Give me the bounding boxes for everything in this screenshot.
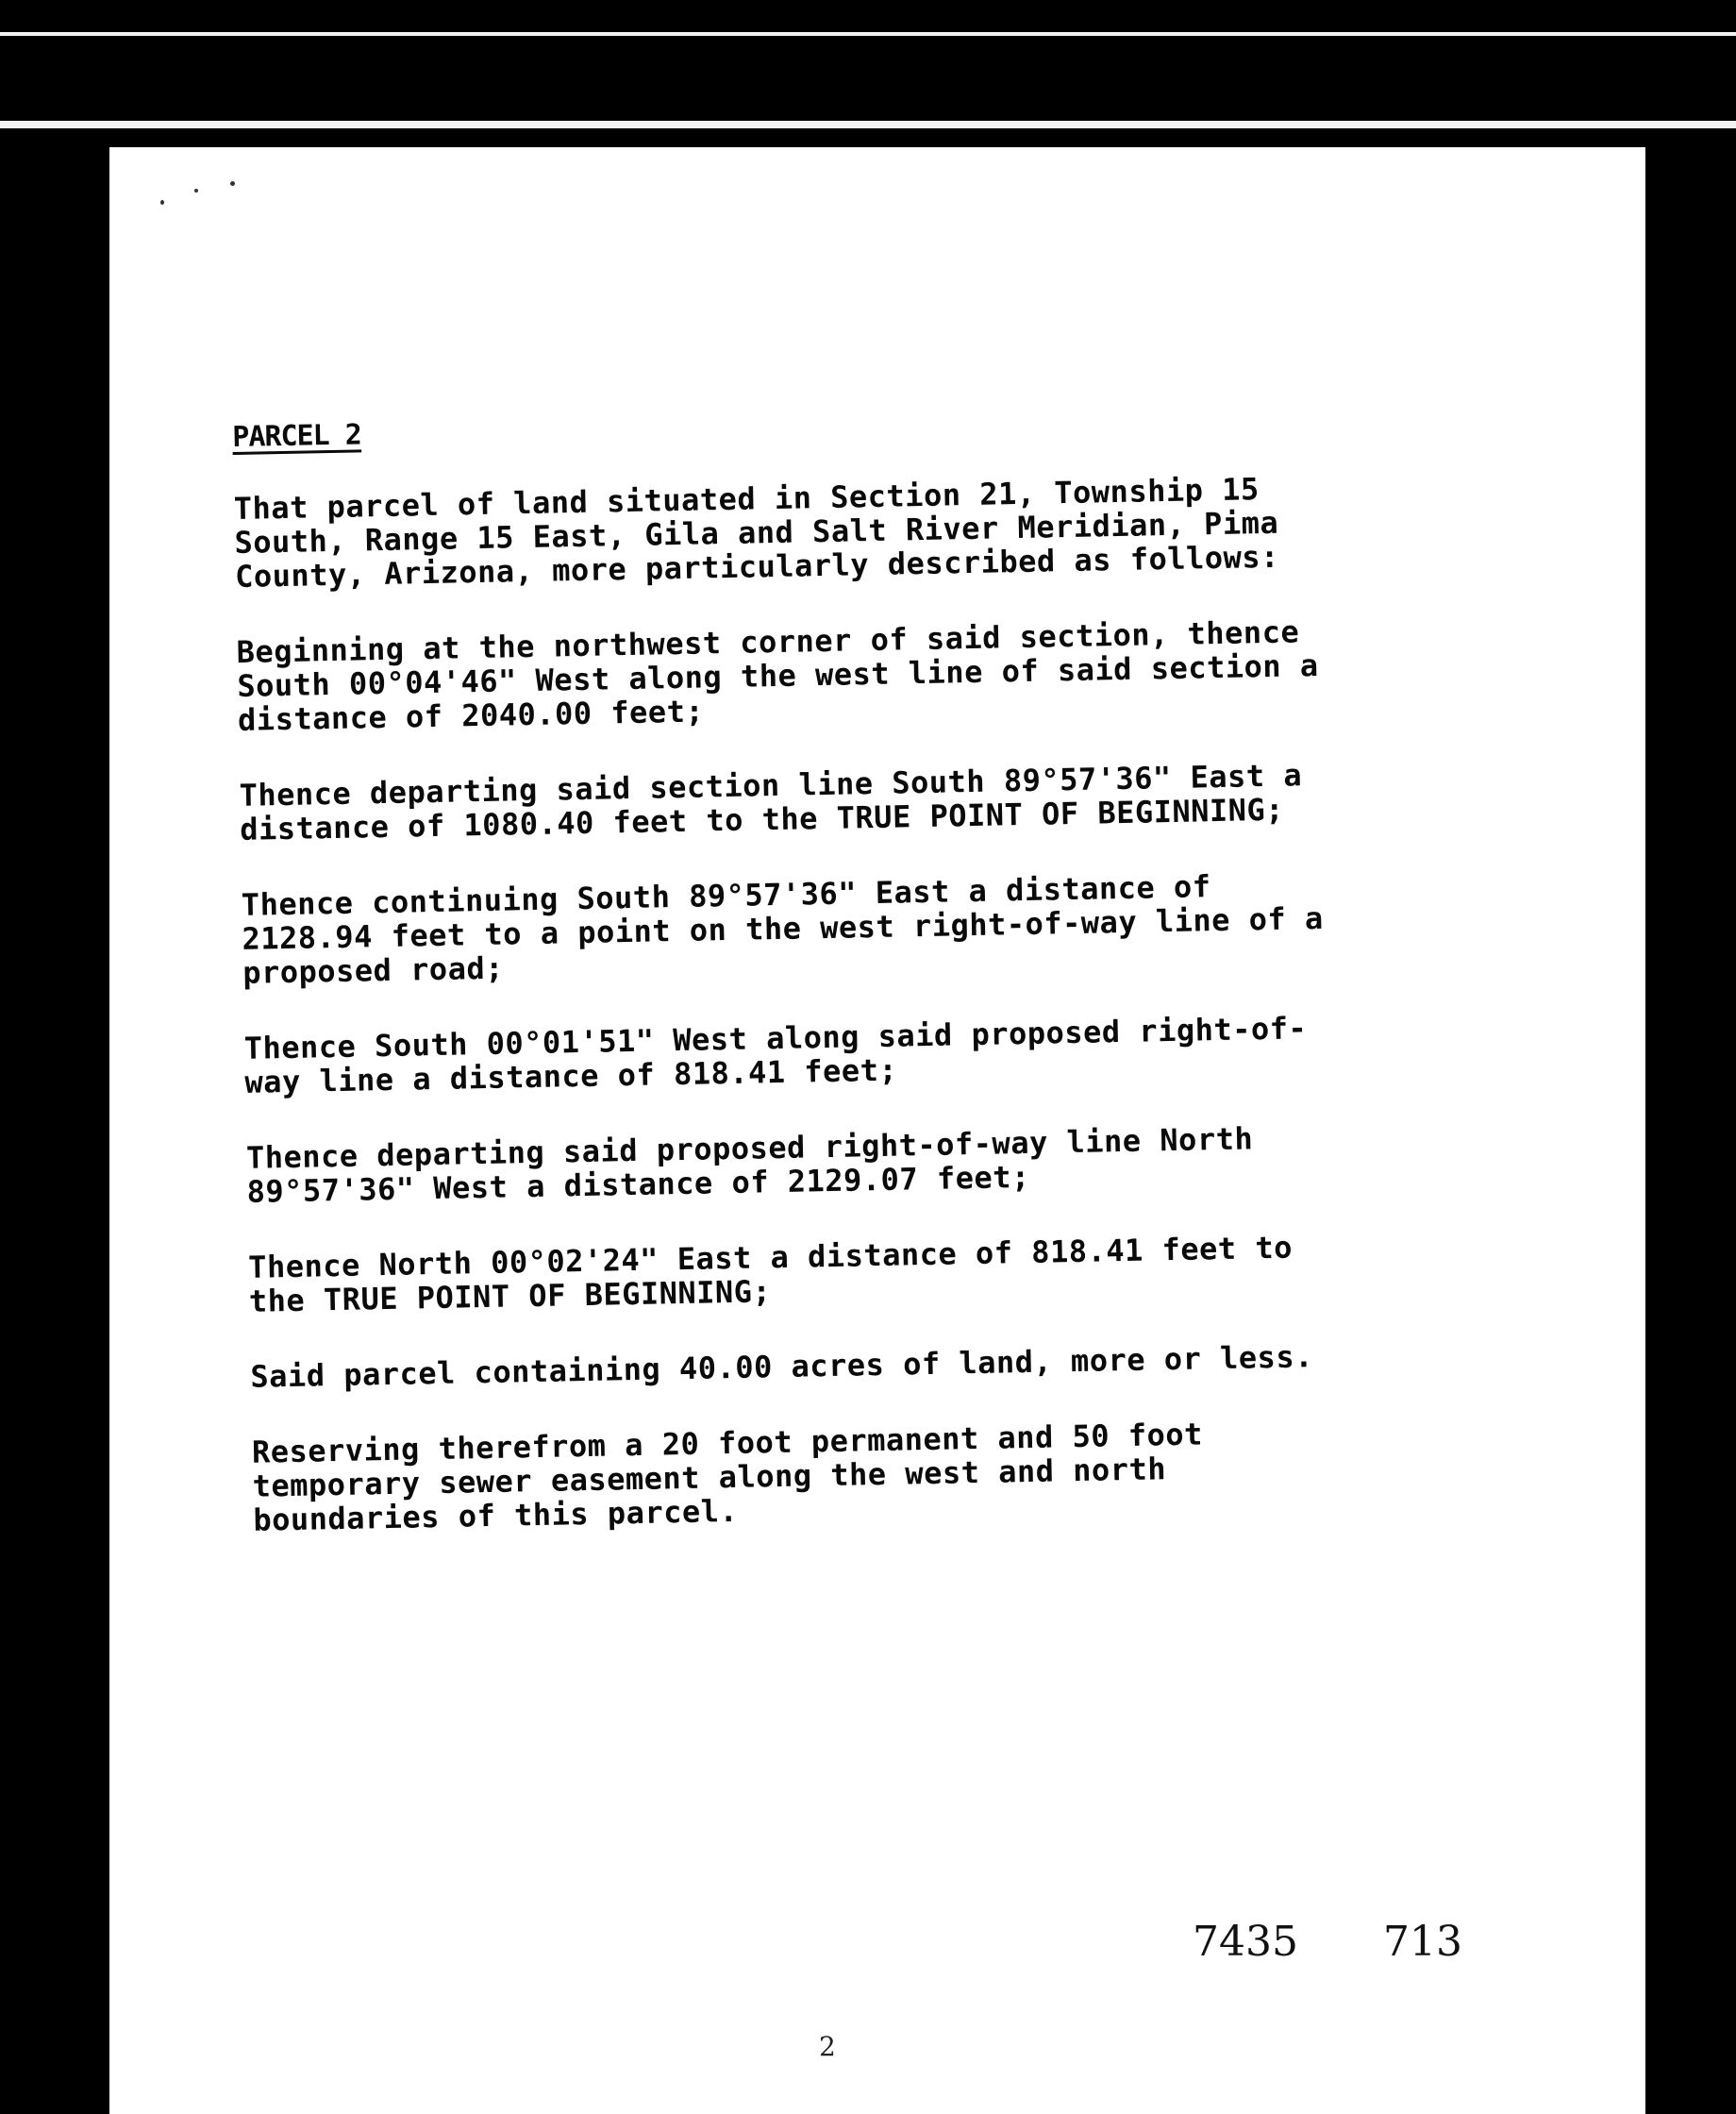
- page-reference: 713: [1383, 1918, 1462, 1966]
- book-number: 7435: [1193, 1918, 1298, 1966]
- top-scan-border: [0, 0, 1736, 128]
- scan-edge-line-top: [0, 32, 1736, 36]
- paragraph-course-4: Thence departing said proposed right-of-way line North 89°57'36" West a distance of 2129.07 feet;: [245, 1120, 1254, 1210]
- legal-description: [232, 397, 1480, 1579]
- scan-speck: [194, 189, 198, 193]
- parcel-heading: PARCEL 2: [232, 418, 362, 454]
- paragraph-easement: Reserving therefrom a 20 foot permanent and 50 foot temporary sewer easement along the west and north boundaries of this parcel.: [251, 1416, 1204, 1538]
- scan-edge-line-bottom: [0, 121, 1736, 128]
- paragraph-beginning: Beginning at the northwest corner of said section, thence South 00°04'46" West along the west line of said section a distance of 2040.00 feet;: [236, 613, 1319, 738]
- document-page: [109, 147, 1645, 2114]
- scan-speck: [230, 181, 235, 186]
- scan-speck: [160, 200, 164, 205]
- paragraph-course-1: Thence departing said section line South 89°57'36" East a distance of 1080.40 feet to the TRUE POINT OF BEGINNING;: [239, 757, 1303, 847]
- paragraph-course-5: Thence North 00°02'24" East a distance of 818.41 feet to the TRUE POINT OF BEGINNING;: [247, 1229, 1294, 1319]
- paragraph-course-2: Thence continuing South 89°57'36" East a distance of 2128.94 feet to a point on the west right-of-way line of a proposed road;: [241, 868, 1325, 991]
- paragraph-acreage: Said parcel containing 40.00 acres of land, more or less.: [250, 1338, 1314, 1395]
- paragraph-course-3: Thence South 00°01'51" West along said proposed right-of- way line a distance of 818.41 feet;: [243, 1010, 1308, 1100]
- paragraph-intro: That parcel of land situated in Section 21, Township 15 South, Range 15 East, Gila and Salt River Meridian, Pima County, Arizona, more particularly described as follows:: [233, 471, 1280, 595]
- page-number: 2: [819, 2031, 836, 2062]
